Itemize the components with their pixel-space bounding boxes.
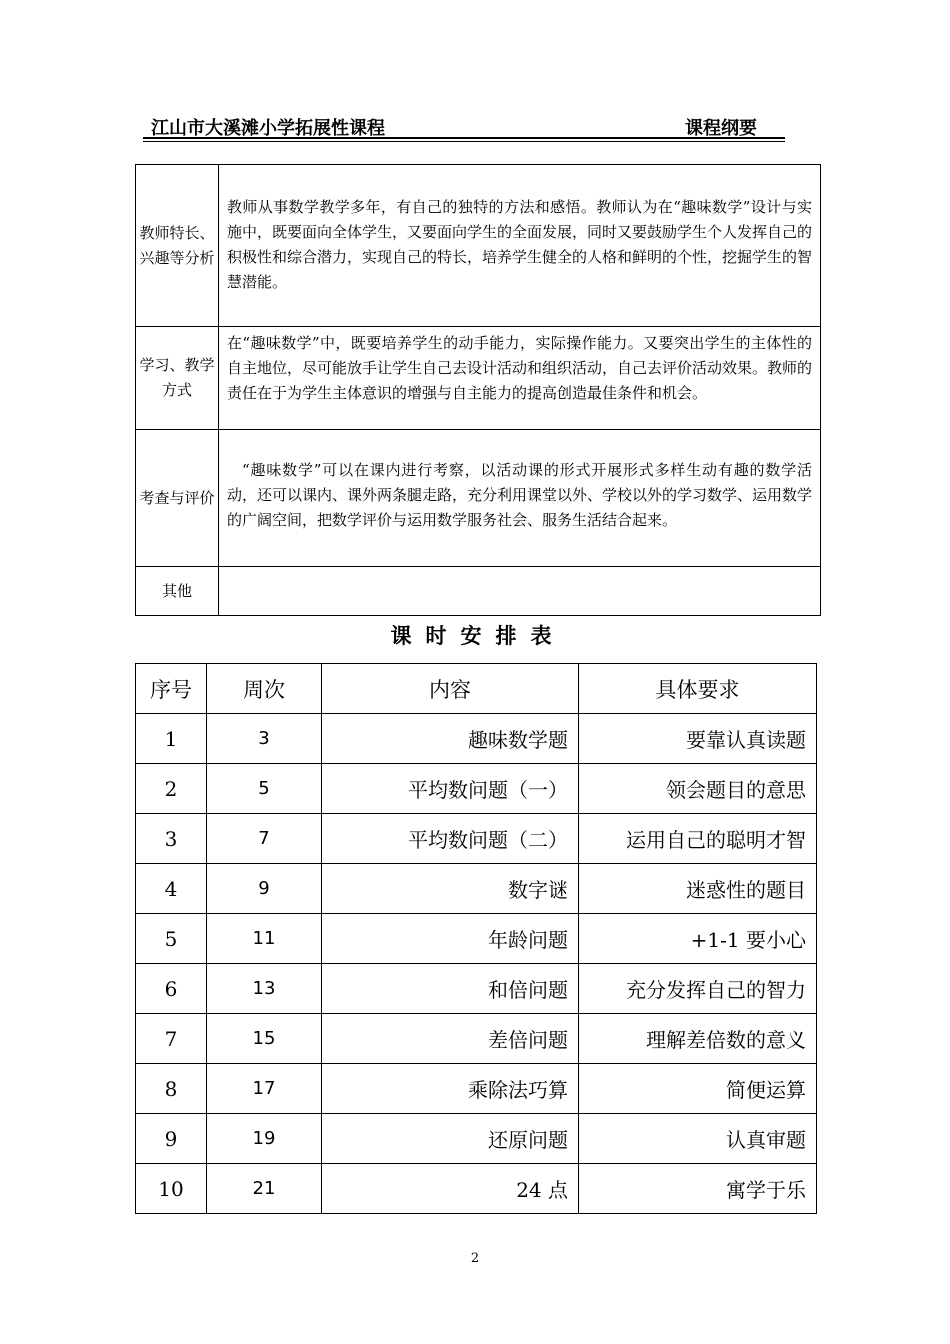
table-row — [136, 814, 817, 864]
cell-seq: 3 — [136, 814, 207, 864]
cell-requirement: 领会题目的意思 — [579, 764, 817, 814]
outline-row-method — [136, 327, 821, 430]
outline-label: 学习、教学方式 — [136, 327, 219, 430]
cell-content: 乘除法巧算 — [322, 1064, 579, 1114]
cell-seq: 5 — [136, 914, 207, 964]
cell-week: 17 — [207, 1064, 322, 1114]
cell-week: 15 — [207, 1014, 322, 1064]
cell-content: 24 点 — [322, 1164, 579, 1214]
cell-week: 13 — [207, 964, 322, 1014]
doc-type-label: 课程纲要 — [685, 118, 757, 139]
cell-week: 21 — [207, 1164, 322, 1214]
page-number: 2 — [470, 1251, 480, 1266]
schedule-title: 课时安排表 — [390, 624, 566, 648]
cell-seq: 1 — [136, 714, 207, 764]
outline-row-assessment — [136, 430, 821, 567]
cell-seq: 2 — [136, 764, 207, 814]
table-row — [136, 1064, 817, 1114]
schedule-table — [135, 663, 817, 1214]
table-row — [136, 864, 817, 914]
school-course-title: 江山市大溪滩小学拓展性课程 — [151, 118, 385, 139]
header-week: 周次 — [207, 664, 322, 714]
outline-label: 其他 — [136, 567, 219, 616]
cell-seq: 10 — [136, 1164, 207, 1214]
outline-text: 在“趣味数学”中，既要培养学生的动手能力，实际操作能力。又要突出学生的主体性的自主地位，尽可能放手让学生自己去设计活动和组织活动，自己去评价活动效果。教师的责任在于为学生主体意识的增强与自主能力的提高创造最佳条件和机会。 — [219, 327, 821, 430]
outline-text: 教师从事数学教学多年，有自己的独特的方法和感悟。教师认为在“趣味数学”设计与实施中，既要面向全体学生，又要面向学生的全面发展，同时又要鼓励学生个人发挥自己的积极性和综合潜力，实现自己的特长，培养学生健全的人格和鲜明的个性，挖掘学生的智慧潜能。 — [219, 165, 821, 327]
schedule-header-row — [136, 664, 817, 714]
cell-seq: 4 — [136, 864, 207, 914]
table-row — [136, 964, 817, 1014]
outline-text: “趣味数学”可以在课内进行考察，以活动课的形式开展形式多样生动有趣的数学活动，还可以课内、课外两条腿走路，充分利用课堂以外、学校以外的学习数学、运用数学的广阔空间，把数学评价与运用数学服务社会、服务生活结合起来。 — [219, 430, 821, 567]
header-rule — [143, 137, 785, 139]
table-row — [136, 914, 817, 964]
cell-content: 和倍问题 — [322, 964, 579, 1014]
cell-seq: 7 — [136, 1014, 207, 1064]
cell-requirement: 简便运算 — [579, 1064, 817, 1114]
cell-requirement: 寓学于乐 — [579, 1164, 817, 1214]
course-outline-table — [135, 164, 821, 616]
cell-week: 3 — [207, 714, 322, 764]
header-requirement: 具体要求 — [579, 664, 817, 714]
cell-content: 数字谜 — [322, 864, 579, 914]
header-content: 内容 — [322, 664, 579, 714]
cell-content: 平均数问题（二） — [322, 814, 579, 864]
cell-week: 5 — [207, 764, 322, 814]
cell-content: 年龄问题 — [322, 914, 579, 964]
cell-week: 7 — [207, 814, 322, 864]
cell-content: 趣味数学题 — [322, 714, 579, 764]
cell-week: 11 — [207, 914, 322, 964]
cell-seq: 6 — [136, 964, 207, 1014]
cell-requirement: 充分发挥自己的智力 — [579, 964, 817, 1014]
outline-label: 教师特长、兴趣等分析 — [136, 165, 219, 327]
page-header — [143, 112, 785, 138]
cell-requirement: +1-1 要小心 — [579, 914, 817, 964]
cell-content: 差倍问题 — [322, 1014, 579, 1064]
outline-text — [219, 567, 821, 616]
cell-requirement: 认真审题 — [579, 1114, 817, 1164]
cell-content: 还原问题 — [322, 1114, 579, 1164]
cell-seq: 9 — [136, 1114, 207, 1164]
table-row — [136, 1114, 817, 1164]
table-row — [136, 1014, 817, 1064]
outline-row-teacher — [136, 165, 821, 327]
outline-row-other — [136, 567, 821, 616]
cell-week: 19 — [207, 1114, 322, 1164]
cell-week: 9 — [207, 864, 322, 914]
cell-requirement: 运用自己的聪明才智 — [579, 814, 817, 864]
outline-label: 考查与评价 — [136, 430, 219, 567]
table-row — [136, 764, 817, 814]
cell-requirement: 理解差倍数的意义 — [579, 1014, 817, 1064]
cell-content: 平均数问题（一） — [322, 764, 579, 814]
header-seq: 序号 — [136, 664, 207, 714]
cell-requirement: 要靠认真读题 — [579, 714, 817, 764]
table-row — [136, 714, 817, 764]
header-rule-thin — [143, 141, 785, 142]
cell-requirement: 迷惑性的题目 — [579, 864, 817, 914]
cell-seq: 8 — [136, 1064, 207, 1114]
table-row — [136, 1164, 817, 1214]
